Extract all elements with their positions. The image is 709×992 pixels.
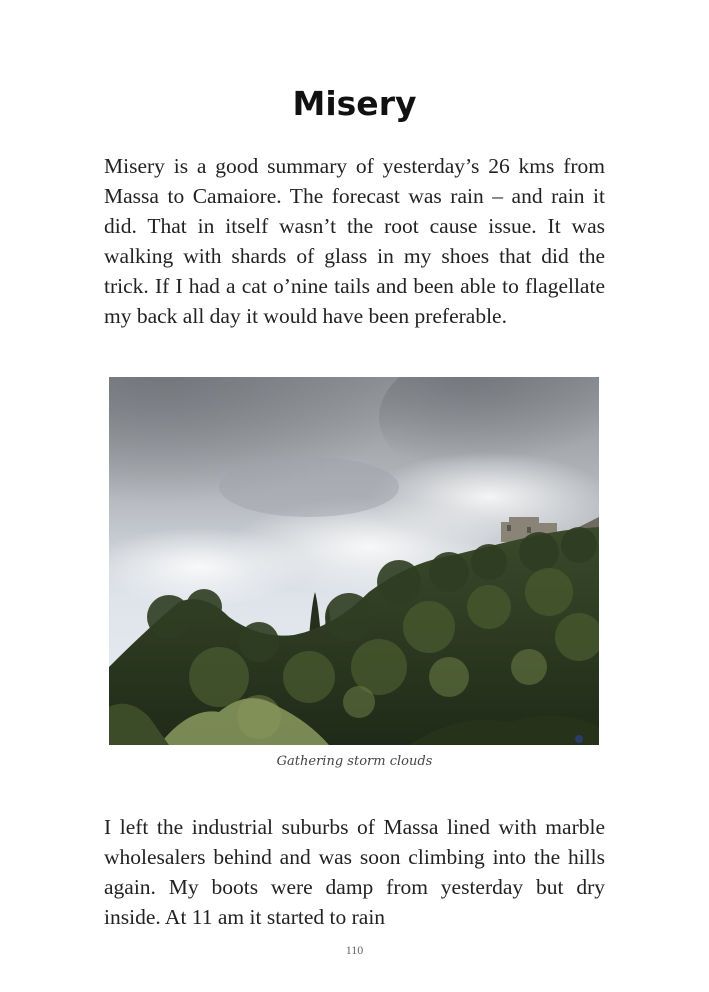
photo-caption: Gathering storm clouds xyxy=(276,754,433,769)
storm-clouds-photo xyxy=(109,377,599,745)
page-title: Misery xyxy=(292,84,417,123)
page-number: 110 xyxy=(345,943,364,957)
body-paragraph: Misery is a good summary of yesterday’s 26 kms from Massa to Camaiore. The forecast was rain – and rain it did. That in itself wasn’t the root cause issue. It was walking with shards of glass in my shoes that did the trick. If I had a cat o’nine tails and been able to flagellate my back all day it would have been preferable. xyxy=(104,154,605,328)
body-paragraph: I left the industrial suburbs of Massa lined with marble wholesalers behind and was soon climbing into the hills again. My boots were damp from yesterday but dry inside. At 11 am it started to rain xyxy=(104,815,605,929)
